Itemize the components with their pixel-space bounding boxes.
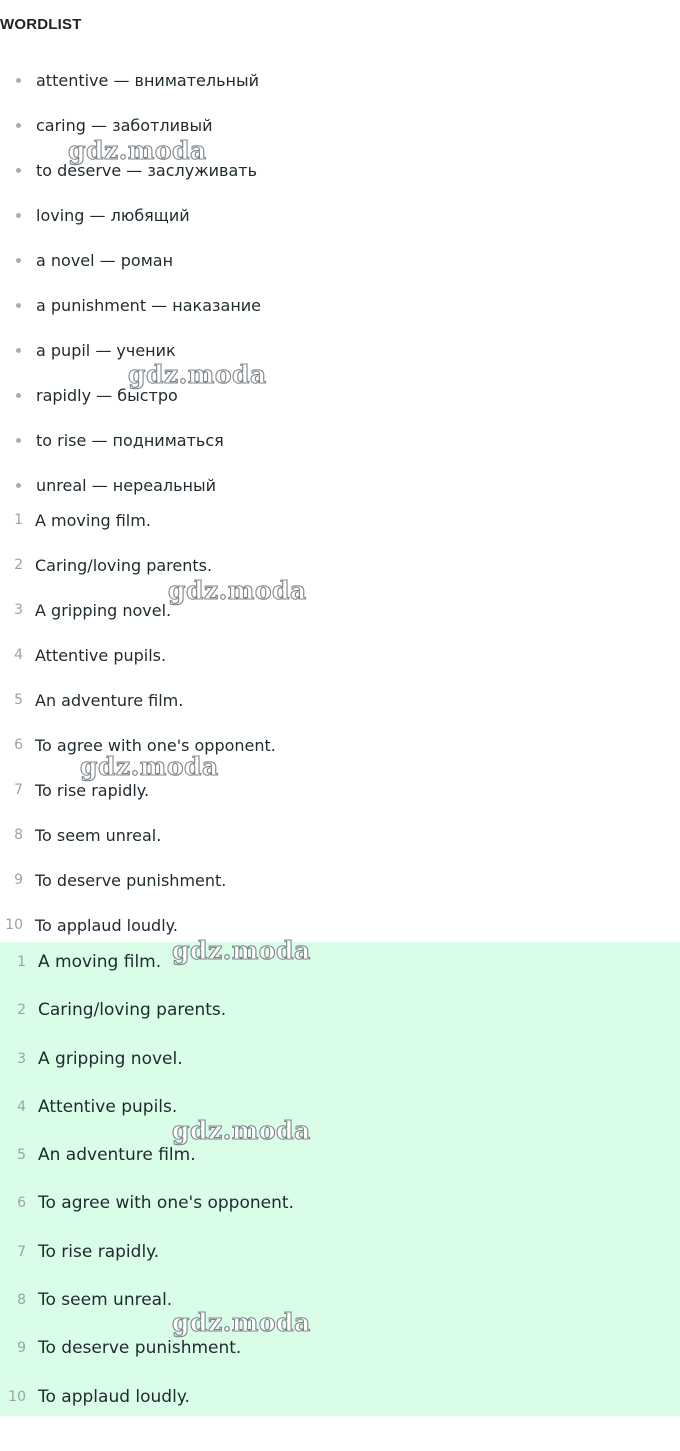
item-text: A moving film.: [35, 511, 151, 530]
item-number: 4: [14, 647, 23, 663]
item-number: 4: [17, 1098, 26, 1115]
exercise-item: [0, 768, 680, 813]
item-text: To rise rapidly.: [35, 781, 150, 800]
answer-list: [0, 942, 680, 1425]
item-number: 7: [17, 1243, 26, 1260]
bullet-icon: [16, 78, 21, 83]
bullet-icon: [16, 438, 21, 443]
item-number: 2: [17, 1002, 26, 1019]
list-item: [0, 193, 680, 238]
bullet-icon: [16, 348, 21, 353]
wordlist-entry: caring — заботливый: [36, 116, 213, 135]
bullet-icon: [16, 168, 21, 173]
item-number: 10: [8, 1388, 26, 1405]
watermark-text: gdz.moda: [172, 1308, 311, 1337]
list-item: [0, 373, 680, 418]
item-text: Attentive pupils.: [38, 1096, 178, 1117]
item-text: An adventure film.: [35, 691, 184, 710]
wordlist-heading: WORDLIST: [0, 16, 82, 33]
item-number: 6: [17, 1195, 26, 1212]
answer-item: [0, 1183, 680, 1231]
exercise-item: [0, 588, 680, 633]
item-number: 5: [17, 1147, 26, 1164]
item-text: To seem unreal.: [35, 826, 162, 845]
item-number: 1: [17, 954, 26, 970]
wordlist-entry: a novel — роман: [36, 251, 174, 270]
item-number: 1: [14, 512, 23, 528]
answer-item: [0, 1135, 680, 1183]
item-text: A gripping novel.: [38, 1048, 183, 1069]
answer-item: [0, 1232, 680, 1280]
exercise-item: [0, 498, 680, 543]
wordlist-entry: to deserve — заслуживать: [36, 161, 257, 180]
wordlist-entry: attentive — внимательный: [36, 71, 260, 90]
item-text: To deserve punishment.: [35, 871, 227, 890]
item-number: 3: [14, 602, 23, 618]
bullet-icon: [16, 483, 21, 488]
wordlist-entry: a pupil — ученик: [36, 341, 176, 360]
bullet-icon: [16, 258, 21, 263]
item-number: 3: [17, 1050, 26, 1067]
list-item: [0, 328, 680, 373]
answer-item: [0, 1280, 680, 1328]
list-item: [0, 103, 680, 148]
wordlist-entry: unreal — нереальный: [36, 476, 217, 495]
list-item: [0, 58, 680, 103]
item-number: 10: [5, 917, 23, 933]
watermark-text: gdz.moda: [172, 1116, 311, 1145]
answer-item: [0, 942, 680, 990]
bullet-icon: [16, 303, 21, 308]
item-number: 7: [14, 782, 23, 798]
watermark-text: gdz.moda: [168, 576, 307, 605]
watermark-text: gdz.moda: [172, 936, 311, 965]
item-text: To seem unreal.: [38, 1290, 173, 1311]
watermark-text: gdz.moda: [80, 752, 219, 781]
bullet-icon: [16, 213, 21, 218]
wordlist: [0, 58, 680, 508]
wordlist-entry: a punishment — наказание: [36, 296, 262, 315]
answer-item: [0, 1087, 680, 1135]
item-text: To rise rapidly.: [38, 1241, 160, 1262]
list-item: [0, 148, 680, 193]
wordlist-entry: rapidly — быстро: [36, 386, 178, 405]
item-number: 9: [14, 872, 23, 888]
item-text: A moving film.: [38, 952, 162, 972]
answer-item: [0, 990, 680, 1038]
item-text: To deserve punishment.: [38, 1338, 242, 1359]
answer-item: [0, 1377, 680, 1425]
answer-item: [0, 1328, 680, 1376]
item-text: An adventure film.: [38, 1145, 196, 1166]
item-number: 2: [14, 557, 23, 573]
exercise-item: [0, 813, 680, 858]
exercise-list: [0, 498, 680, 948]
exercise-item: [0, 723, 680, 768]
item-text: To agree with one's opponent.: [35, 736, 276, 755]
list-item: [0, 283, 680, 328]
exercise-item: [0, 858, 680, 903]
list-item: [0, 238, 680, 283]
bullet-icon: [16, 393, 21, 398]
item-number: 5: [14, 692, 23, 708]
wordlist-entry: loving — любящий: [36, 206, 190, 225]
item-text: Caring/loving parents.: [38, 1000, 227, 1021]
item-text: To applaud loudly.: [38, 1386, 190, 1407]
exercise-item: [0, 678, 680, 723]
bullet-icon: [16, 123, 21, 128]
item-number: 8: [14, 827, 23, 843]
wordlist-entry: to rise — подниматься: [36, 431, 224, 450]
exercise-item: [0, 543, 680, 588]
item-text: A gripping novel.: [35, 601, 172, 620]
item-number: 9: [17, 1340, 26, 1357]
exercise-item: [0, 633, 680, 678]
item-number: 6: [14, 737, 23, 753]
item-text: Attentive pupils.: [35, 646, 167, 665]
item-number: 8: [17, 1292, 26, 1309]
answer-box: [0, 942, 680, 1416]
item-text: To applaud loudly.: [35, 916, 178, 935]
item-text: To agree with one's opponent.: [38, 1193, 294, 1214]
watermark-text: gdz.moda: [128, 360, 267, 389]
answer-item: [0, 1039, 680, 1087]
item-text: Caring/loving parents.: [35, 556, 213, 575]
list-item: [0, 418, 680, 463]
watermark-text: gdz.moda: [68, 136, 207, 165]
